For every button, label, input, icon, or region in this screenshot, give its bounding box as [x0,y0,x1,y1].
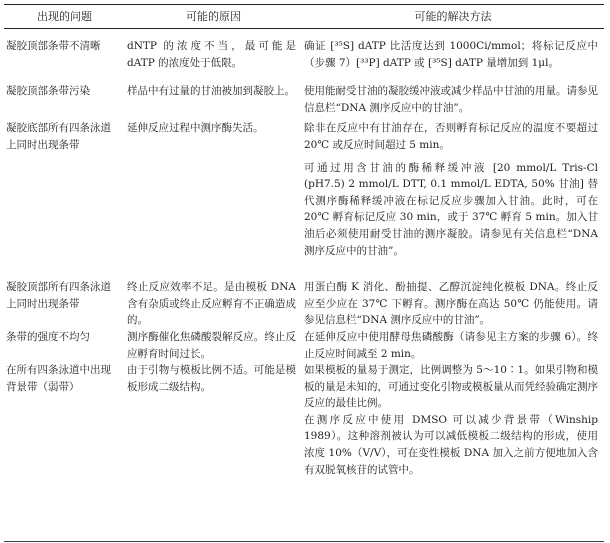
table-bottom-rule [4,541,604,542]
problem-cell [4,412,125,478]
solution-cell: 如果模板的量易于测定，比例调整为 5～10∶1。如果引物和模板的量是未知的，可通过变化引物或模板量从而凭经验确定测序反应的最佳比例。 [304,364,598,410]
cause-cell: 终止反应效率不足。是由模板 DNA 含有杂质或终止反应孵育不正确造成的。 [127,281,296,327]
solution-paragraph: 除非在反应中有甘油存在，否则孵育标记反应的温度不要超过 20℃ 或反应时间超过 5 min。 [304,122,598,151]
solution-cell [302,116,604,259]
table-row [4,329,604,362]
cause-cell [125,412,302,478]
table-row [4,362,604,412]
table-row [4,71,604,116]
cause-cell: dNTP 的浓度不当，最可能是 dATP 的浓度处于低限。 [127,40,296,69]
cause-cell: 样品中有过量的甘油被加到凝胶上。 [127,85,295,98]
table-row [4,29,604,72]
problem-cell: 凝胶顶部所有四条泳道上同时出现条带 [6,281,111,310]
header-cause: 可能的原因 [125,5,302,29]
solution-cell: 使用能耐受甘油的凝胶缓冲液或减少样品中甘油的用量。请参见信息栏“DNA 测序反应中的甘油”。 [304,85,598,114]
table-header-row [4,5,604,29]
problem-cell: 凝胶底部所有四条泳道上同时出现条带 [6,122,111,151]
header-solution: 可能的解决方法 [302,5,604,29]
table-row [4,412,604,478]
problem-cell: 条带的强度不均匀 [6,330,90,343]
solution-paragraph: 可通过用含甘油的酶稀释缓冲液 [20 mmol/L Tris-Cl (pH7.5) 2 mmol/L DTT, 0.1 mmol/L EDTA, 50% 甘油] 替代测序酶稀释缓冲液在标记反应步骤加入甘油。此时，可在 20℃ 孵育标记反应 30 min，或于 37℃ 孵育 5 min。加入甘油后必须使用耐受甘油的测序凝胶。请参见有关信息栏“DNA 测序反应中的甘油”。 [304,161,598,257]
solution-cell: 在测序反应中使用 DMSO 可以减少背景带（Winship 1989）。这种溶剂被认为可以减低模板二级结构的形成，使用浓度 10%（V/V），可在变性模板 DNA 加入之前方便地加入含有双脱氧核苷的试管中。 [304,413,598,476]
header-problem: 出现的问题 [4,5,125,29]
troubleshooting-table [4,4,604,478]
cause-cell: 由于引物与模板比例不适。可能是模板形成二级结构。 [127,364,296,393]
problem-cell: 在所有四条泳道中出现背景带（弱带） [6,364,111,393]
problem-cell: 凝胶顶部条带污染 [6,85,90,98]
solution-cell: 用蛋白酶 K 消化、酚抽提、乙醇沉淀纯化模板 DNA。终止反应至少应在 37℃ 下孵育。测序酶在高达 50℃ 仍能使用。请参见信息栏“DNA 测序反应中的甘油”。 [304,281,598,327]
solution-cell: 确证 [³⁵S] dATP 比活度达到 1000Ci/mmol；将标记反应中（步骤 7）[³³P] dATP 或 [³⁵S] dATP 量增加到 1μl。 [304,40,598,69]
cause-cell: 延伸反应过程中测序酶失活。 [127,122,264,135]
table-row [4,116,604,259]
table-row [4,259,604,329]
solution-cell: 在延伸反应中使用酵母焦磷酸酶（请参见主方案的步骤 6）。终止反应时间减至 2 min。 [304,330,598,360]
problem-cell: 凝胶顶部条带不清晰 [6,40,101,52]
cause-cell: 测序酶催化焦磷酸裂解反应。终止反应孵育时间过长。 [127,330,296,360]
